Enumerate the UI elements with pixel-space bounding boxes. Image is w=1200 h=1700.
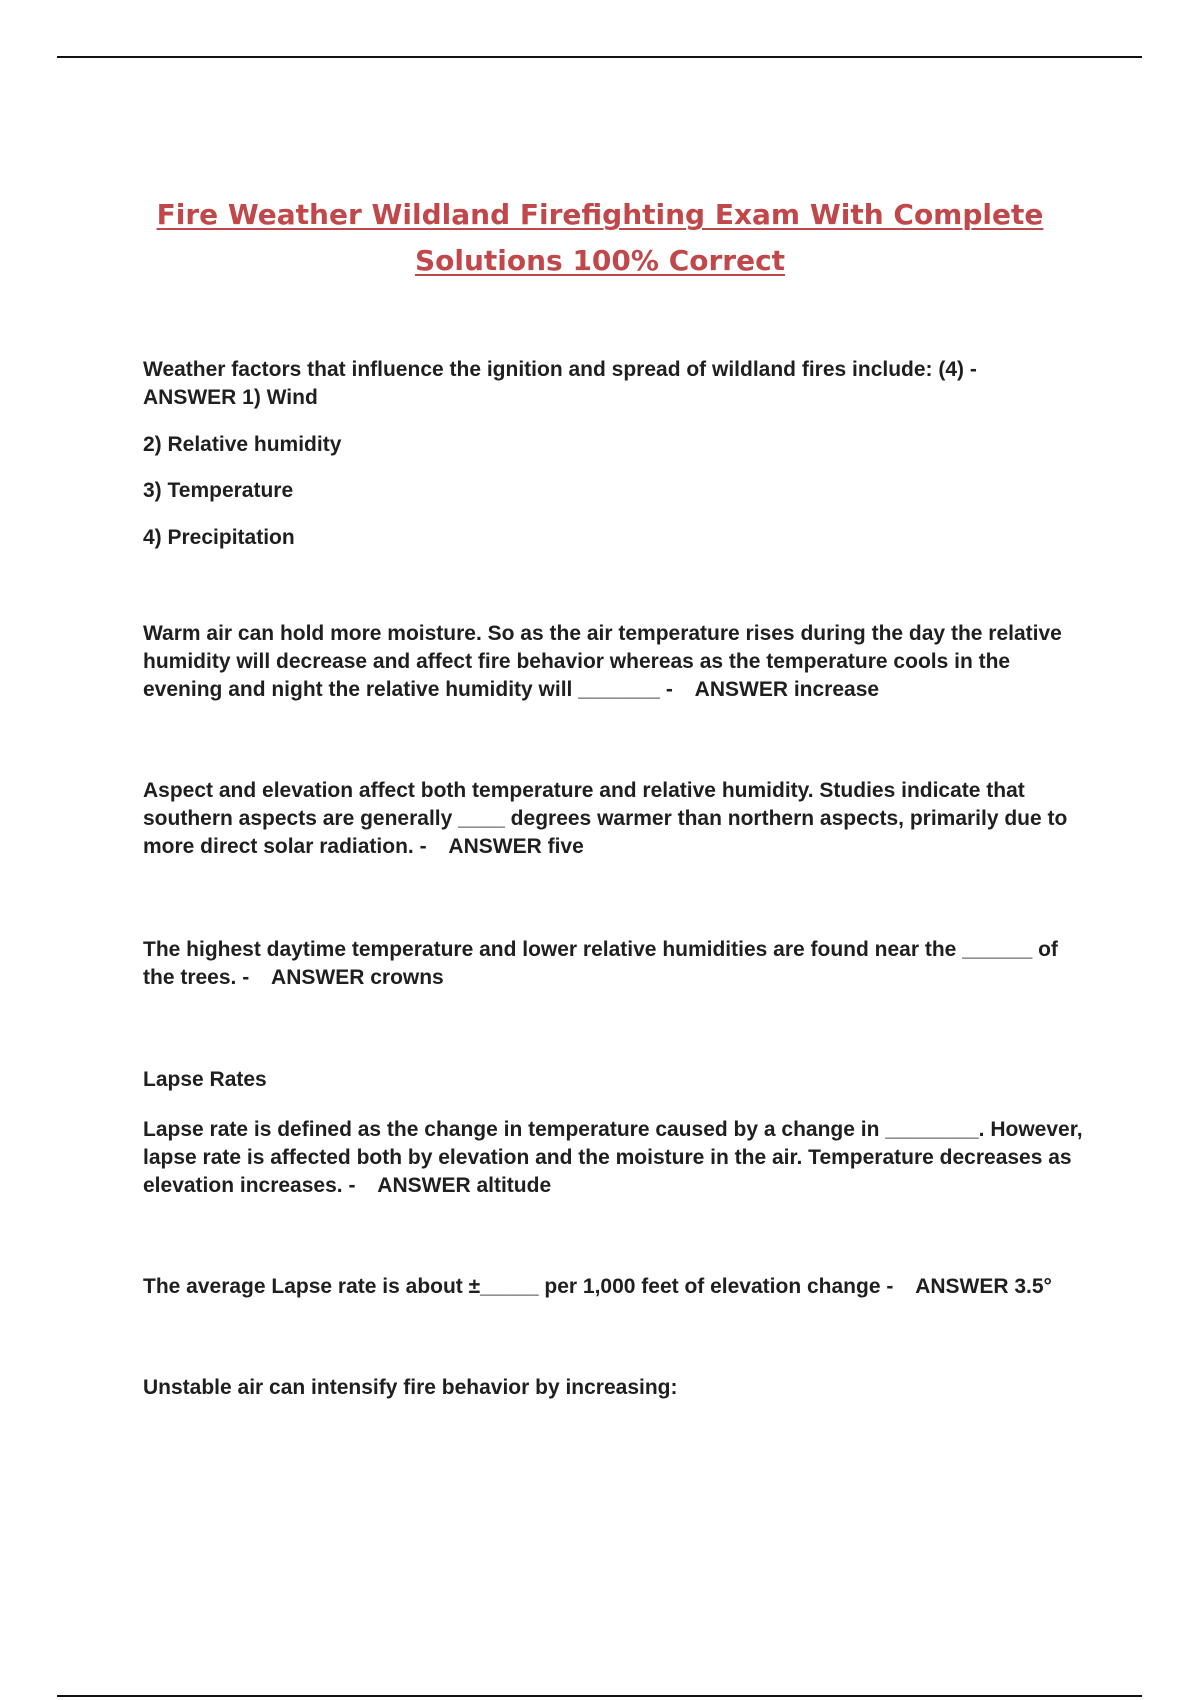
list-item: 2) Relative humidity: [143, 433, 342, 456]
question-1: [143, 356, 1083, 412]
section-heading: Lapse Rates: [143, 1068, 267, 1091]
list-item: 4) Precipitation: [143, 526, 295, 549]
question-2: [143, 620, 1083, 704]
question-6: [143, 1273, 1083, 1301]
question-7: [143, 1374, 1083, 1402]
title-line-1: Fire Weather Wildland Firefighting Exam With Complete: [156, 198, 1044, 231]
question-2-answer: ANSWER increase: [694, 678, 880, 701]
question-4-text: The highest daytime temperature and lower relative humidities are found near the ______ of the trees. -: [143, 938, 1058, 989]
question-1-answer: ANSWER 1) Wind: [143, 386, 318, 409]
document-body: [143, 356, 1083, 1402]
question-7-text: Unstable air can intensify fire behavior by increasing:: [143, 1376, 678, 1399]
list-item: 3) Temperature: [143, 479, 294, 502]
top-rule: [57, 56, 1142, 58]
question-4: [143, 936, 1083, 992]
bottom-rule: [57, 1695, 1142, 1697]
question-3-answer: ANSWER five: [448, 835, 584, 858]
question-5: [143, 1116, 1083, 1200]
question-5-answer: ANSWER altitude: [377, 1174, 552, 1197]
question-6-answer: ANSWER 3.5°: [915, 1275, 1052, 1298]
question-1-text: Weather factors that influence the ignition and spread of wildland fires include: (4) -: [143, 358, 977, 381]
title-line-2: Solutions 100% Correct: [414, 244, 786, 277]
question-6-text: The average Lapse rate is about ±_____ per 1,000 feet of elevation change -: [143, 1275, 894, 1298]
question-3: [143, 777, 1083, 861]
question-4-answer: ANSWER crowns: [271, 966, 444, 989]
page-title: [0, 192, 1200, 284]
question-5-text: Lapse rate is defined as the change in temperature caused by a change in ________. However, lapse rate is affected both by elevation and the moisture in the air. Temperature decreases as elevation increases. -: [143, 1118, 1083, 1197]
question-3-text: Aspect and elevation affect both temperature and relative humidity. Studies indicate that southern aspects are generally ____ degrees warmer than northern aspects, primarily due to more direct solar radiation. -: [143, 779, 1068, 858]
question-2-text: Warm air can hold more moisture. So as the air temperature rises during the day the relative humidity will decrease and affect fire behavior whereas as the temperature cools in the evening and night the relative humidity will _______ -: [143, 622, 1062, 701]
